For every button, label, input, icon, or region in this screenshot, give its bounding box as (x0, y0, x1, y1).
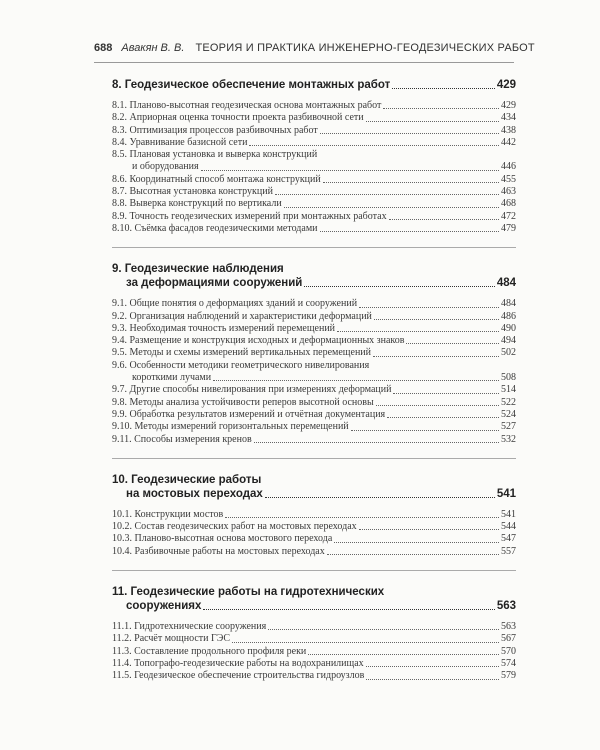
toc-page-number: 486 (501, 310, 516, 322)
toc-page-number: 490 (501, 322, 516, 334)
toc-page-number: 463 (501, 186, 516, 198)
dot-leader (351, 430, 499, 431)
toc-item (112, 311, 516, 323)
toc-page-number: 579 (501, 670, 516, 682)
toc-entry-label: 9.10. Методы измерений горизонтальных перемещений (112, 421, 349, 433)
toc-entry[interactable] (112, 137, 516, 149)
toc-item (112, 384, 516, 396)
toc-entry-label: за деформациями сооружений (126, 277, 303, 290)
toc-section (112, 473, 516, 558)
dot-leader (389, 219, 499, 220)
toc-entry-label: 10.4. Разбивочные работы на мостовых переходах (112, 545, 325, 557)
toc-entry[interactable] (112, 384, 516, 396)
toc-entry[interactable] (112, 347, 516, 359)
toc-entry[interactable] (112, 161, 516, 173)
dot-leader (406, 343, 499, 344)
header-rule (94, 62, 514, 63)
running-head-title: ТЕОРИЯ И ПРАКТИКА ИНЖЕНЕРНО-ГЕОДЕЗИЧЕСКИХ РАБОТ (195, 42, 535, 54)
toc-entry[interactable] (112, 409, 516, 421)
dot-leader (323, 182, 499, 183)
toc-entry-label: 10.1. Конструкции мостов (112, 508, 224, 520)
toc-entry[interactable] (112, 633, 516, 645)
toc-entry[interactable] (112, 125, 516, 137)
section-divider (112, 247, 516, 248)
section-title-entry[interactable] (112, 487, 516, 501)
dot-leader (203, 609, 494, 610)
toc-item (112, 434, 516, 446)
toc-entry[interactable] (112, 211, 516, 223)
dot-leader (383, 108, 499, 109)
toc-page-number: 563 (496, 600, 516, 613)
toc-page-number: 563 (501, 621, 516, 633)
toc-entry[interactable] (112, 533, 516, 545)
dot-leader (284, 207, 499, 208)
toc-page-number: 570 (501, 645, 516, 657)
toc-page-number: 455 (501, 173, 516, 185)
dot-leader (327, 554, 499, 555)
section-items (112, 100, 516, 235)
section-title (112, 78, 516, 92)
toc-page-number: 544 (501, 521, 516, 533)
dot-leader (337, 331, 499, 332)
dot-leader (366, 679, 499, 680)
toc-page-number: 547 (501, 533, 516, 545)
toc-entry[interactable] (112, 658, 516, 670)
toc-page-number: 494 (501, 335, 516, 347)
toc-entry[interactable] (112, 323, 516, 335)
toc-entry-label: 8. Геодезическое обеспечение монтажных работ (112, 79, 391, 91)
toc-page-number: 557 (501, 545, 516, 557)
section-title-line: 11. Геодезические работы на гидротехнических (112, 586, 385, 599)
toc-page-number: 524 (501, 408, 516, 420)
toc-entry[interactable] (112, 646, 516, 658)
section-title (112, 262, 516, 290)
toc-page-number: 472 (501, 210, 516, 222)
toc-page-number: 508 (501, 372, 516, 384)
running-head-author: Авакян В. В. (121, 42, 185, 54)
toc-entry-label: на мостовых переходах (126, 487, 263, 500)
dot-leader (254, 442, 499, 443)
toc-item (112, 223, 516, 235)
toc-page-number: 484 (496, 277, 516, 290)
toc-entry-label: 11.3. Составление продольного профиля реки (112, 645, 307, 657)
toc-entry-label: 8.1. Планово-высотная геодезическая основа монтажных работ (112, 100, 382, 111)
toc-item (112, 633, 516, 645)
toc-entry[interactable] (112, 198, 516, 210)
toc-entry[interactable] (112, 186, 516, 198)
dot-leader (232, 642, 499, 643)
dot-leader (201, 170, 499, 171)
dot-leader (275, 194, 499, 195)
toc-item (112, 211, 516, 223)
toc-entry[interactable] (112, 521, 516, 533)
toc-item (112, 360, 516, 385)
running-head (94, 42, 535, 54)
section-items (112, 509, 516, 558)
toc-entry[interactable] (112, 509, 516, 521)
toc-entry-label: и оборудования (132, 161, 199, 173)
toc-page-number: 514 (501, 384, 516, 396)
toc-entry[interactable] (112, 311, 516, 323)
toc-item (112, 621, 516, 633)
toc-page-number: 442 (501, 136, 516, 148)
toc-item (112, 409, 516, 421)
toc-entry-label: 8.3. Оптимизация процессов разбивочных работ (112, 124, 318, 136)
dot-leader (225, 517, 499, 518)
toc-page-number: 532 (501, 433, 516, 445)
toc-item (112, 100, 516, 112)
toc-item (112, 533, 516, 545)
toc-page-number: 527 (501, 421, 516, 433)
toc-section (112, 262, 516, 446)
toc-item (112, 149, 516, 174)
toc-item (112, 112, 516, 124)
toc-item (112, 347, 516, 359)
dot-leader (366, 666, 499, 667)
dot-leader (334, 542, 499, 543)
dot-leader (366, 121, 499, 122)
toc-page-number: 429 (501, 100, 516, 111)
toc-entry-label: 9.5. Методы и схемы измерений вертикальных перемещений (112, 347, 372, 359)
toc-entry[interactable] (112, 112, 516, 124)
section-divider (112, 570, 516, 571)
dot-leader (387, 417, 499, 418)
toc-item (112, 521, 516, 533)
toc-entry-label: 11.5. Геодезическое обеспечение строительства гидроузлов (112, 670, 365, 682)
dot-leader (374, 319, 499, 320)
dot-leader (320, 133, 499, 134)
section-divider (112, 458, 516, 459)
section-title-line: 9. Геодезические наблюдения (112, 263, 284, 276)
toc-entry-label: 9.9. Обработка результатов измерений и отчётная документация (112, 408, 386, 420)
dot-leader (376, 405, 499, 406)
toc-entry[interactable] (112, 397, 516, 409)
toc-item (112, 509, 516, 521)
toc-entry-label: 11.1. Гидротехнические сооружения (112, 621, 267, 633)
toc-entry[interactable] (112, 174, 516, 186)
toc-entry-label: 8.7. Высотная установка конструкций (112, 186, 273, 198)
dot-leader (265, 497, 495, 498)
section-title-entry[interactable] (112, 78, 516, 92)
toc-entry-label: сооружениях (126, 600, 202, 613)
toc-section (112, 585, 516, 682)
toc-entry-label: 8.9. Точность геодезических измерений при монтажных работах (112, 210, 387, 222)
table-of-contents (112, 78, 516, 683)
toc-item (112, 174, 516, 186)
toc-page-number: 438 (501, 124, 516, 136)
section-items (112, 298, 516, 446)
toc-page-number: 541 (496, 487, 516, 500)
toc-page-number: 502 (501, 347, 516, 359)
toc-entry-label: 11.4. Топографо-геодезические работы на водохранилищах (112, 657, 364, 669)
section-title-line: 10. Геодезические работы (112, 473, 262, 486)
toc-entry-label: 9.8. Методы анализа устойчивости реперов высотной основы (112, 396, 374, 408)
section-items (112, 621, 516, 682)
toc-entry[interactable] (112, 670, 516, 682)
toc-entry-label: короткими лучами (132, 372, 212, 384)
toc-item (112, 335, 516, 347)
toc-entry[interactable] (112, 298, 516, 310)
page-number: 688 (94, 42, 113, 54)
dot-leader (373, 356, 499, 357)
toc-page-number: 429 (496, 79, 516, 91)
toc-item (112, 670, 516, 682)
toc-item (112, 397, 516, 409)
dot-leader (213, 380, 499, 381)
toc-page-number: 574 (501, 657, 516, 669)
dot-leader (308, 654, 499, 655)
dot-leader (392, 88, 495, 89)
section-title-entry[interactable] (112, 599, 516, 613)
dot-leader (304, 286, 494, 287)
toc-entry[interactable] (112, 621, 516, 633)
dot-leader (268, 629, 499, 630)
toc-page-number: 567 (501, 633, 516, 645)
toc-entry[interactable] (112, 335, 516, 347)
toc-item (112, 646, 516, 658)
toc-entry[interactable] (112, 546, 516, 558)
toc-item (112, 198, 516, 210)
toc-page-number: 468 (501, 198, 516, 210)
section-title (112, 585, 516, 613)
toc-page-number: 479 (501, 222, 516, 234)
toc-entry-label: 9.3. Необходимая точность измерений перемещений (112, 322, 336, 334)
toc-entry-label: 9.11. Способы измерения кренов (112, 433, 252, 445)
toc-entry[interactable] (112, 421, 516, 433)
section-title-entry[interactable] (112, 276, 516, 290)
toc-item (112, 658, 516, 670)
toc-page-number: 484 (501, 298, 516, 310)
section-title (112, 473, 516, 501)
toc-item (112, 137, 516, 149)
toc-entry-label: 11.2. Расчёт мощности ГЭС (112, 633, 231, 645)
toc-entry[interactable] (112, 434, 516, 446)
toc-entry-label: 9.4. Размещение и конструкция исходных и деформационных знаков (112, 335, 405, 347)
toc-entry-label: 10.2. Состав геодезических работ на мостовых переходах (112, 521, 357, 533)
toc-page-number: 522 (501, 396, 516, 408)
toc-entry[interactable] (112, 100, 516, 112)
toc-section (112, 78, 516, 235)
toc-item (112, 298, 516, 310)
toc-entry-label: 9.6. Особенности методики геометрического нивелирования (112, 359, 370, 371)
toc-page-number: 541 (501, 508, 516, 520)
toc-item (112, 546, 516, 558)
toc-entry-label: 9.1. Общие понятия о деформациях зданий и сооружений (112, 298, 358, 310)
toc-entry-label: 9.2. Организация наблюдений и характеристики деформаций (112, 310, 372, 322)
toc-entry[interactable] (112, 223, 516, 235)
toc-item (112, 323, 516, 335)
toc-item (112, 186, 516, 198)
toc-item (112, 125, 516, 137)
toc-entry-label: 8.4. Уравнивание базисной сети (112, 136, 248, 148)
toc-entry-label: 8.6. Координатный способ монтажа конструкций (112, 173, 321, 185)
toc-entry[interactable] (112, 372, 516, 384)
dot-leader (393, 393, 499, 394)
toc-entry-label: 8.10. Съёмка фасадов геодезическими методами (112, 222, 318, 234)
toc-item (112, 421, 516, 433)
dot-leader (359, 529, 499, 530)
dot-leader (359, 307, 499, 308)
toc-entry-label: 9.7. Другие способы нивелирования при измерениях деформаций (112, 384, 392, 396)
toc-page-number: 446 (501, 161, 516, 173)
toc-entry-label: 10.3. Планово-высотная основа мостового перехода (112, 533, 333, 545)
toc-page-number: 434 (501, 112, 516, 124)
toc-entry-label: 8.2. Априорная оценка точности проекта разбивочной сети (112, 112, 364, 124)
dot-leader (320, 231, 499, 232)
dot-leader (249, 145, 499, 146)
toc-entry-label: 8.5. Плановая установка и выверка конструкций (112, 149, 318, 161)
toc-entry-label: 8.8. Выверка конструкций по вертикали (112, 198, 282, 210)
